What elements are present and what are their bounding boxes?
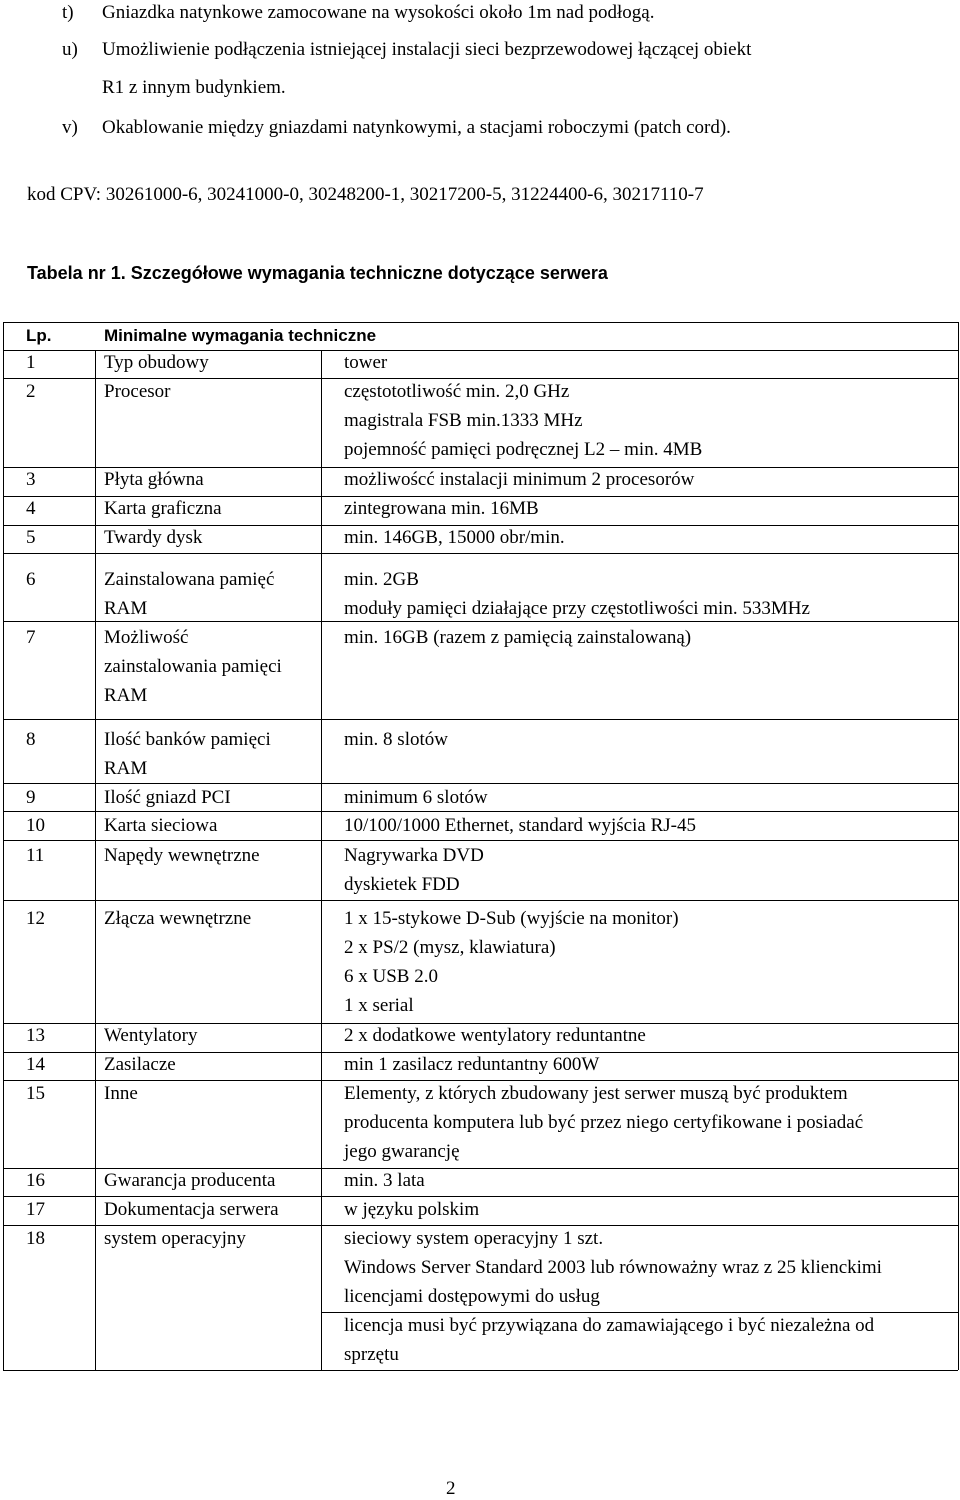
row-requirement: min. 16GB (razem z pamięcią zainstalowaną) (344, 627, 692, 648)
row-number: 5 (26, 527, 36, 548)
row-requirement: jego gwarancję (344, 1141, 460, 1162)
cpv-codes: kod CPV: 30261000-6, 30241000-0, 30248200-1, 30217200-5, 31224400-6, 30217110-7 (27, 184, 704, 205)
row-number: 7 (26, 627, 36, 648)
row-name: Twardy dysk (104, 527, 203, 548)
row-requirement: Windows Server Standard 2003 lub równoważny wraz z 25 klienckimi (344, 1257, 882, 1278)
table-rule (3, 525, 958, 526)
row-name: RAM (104, 598, 148, 619)
table-rule (321, 1312, 958, 1313)
row-requirement: min. 8 slotów (344, 729, 448, 750)
row-number: 8 (26, 729, 36, 750)
row-name: Zainstalowana pamięć (104, 569, 275, 590)
row-requirement: 1 x 15-stykowe D-Sub (wyjście na monitor) (344, 908, 679, 929)
row-requirement: dyskietek FDD (344, 874, 460, 895)
table-rule (3, 719, 958, 720)
row-name: system operacyjny (104, 1228, 246, 1249)
table-rule (3, 1023, 958, 1024)
table-rule (3, 350, 958, 351)
row-name: Karta sieciowa (104, 815, 218, 836)
row-number: 4 (26, 498, 36, 519)
row-number: 10 (26, 815, 45, 836)
row-name: Procesor (104, 381, 171, 402)
row-requirement: min. 146GB, 15000 obr/min. (344, 527, 565, 548)
list-item-v: Okablowanie między gniazdami natynkowymi, a stacjami roboczymi (patch cord). (102, 117, 731, 138)
table-rule (3, 496, 958, 497)
row-name: Płyta główna (104, 469, 204, 490)
table-rule (3, 467, 958, 468)
row-requirement: magistrala FSB min.1333 MHz (344, 410, 583, 431)
table-rule (3, 900, 958, 901)
row-number: 12 (26, 908, 45, 929)
row-requirement: licencja musi być przywiązana do zamawiającego i być niezależna od (344, 1315, 875, 1336)
row-requirement: tower (344, 352, 388, 373)
table-rule (321, 350, 322, 1370)
header-title: Minimalne wymagania techniczne (104, 326, 377, 345)
row-requirement: minimum 6 slotów (344, 787, 488, 808)
row-requirement: producenta komputera lub być przez niego certyfikowane i posiadać (344, 1112, 864, 1133)
row-requirement: możliwoścć instalacji minimum 2 procesorów (344, 469, 695, 490)
row-name: Ilość gniazd PCI (104, 787, 231, 808)
row-name: RAM (104, 758, 148, 779)
row-number: 6 (26, 569, 36, 590)
row-requirement: min 1 zasilacz reduntantny 600W (344, 1054, 600, 1075)
table-caption: Tabela nr 1. Szczegółowe wymagania techniczne dotyczące serwera (27, 263, 608, 283)
row-requirement: sprzętu (344, 1344, 399, 1365)
row-name: zainstalowania pamięci (104, 656, 282, 677)
row-number: 14 (26, 1054, 45, 1075)
row-requirement: min. 3 lata (344, 1170, 425, 1191)
table-rule (95, 350, 96, 1370)
table-rule (3, 811, 958, 812)
row-name: Ilość banków pamięci (104, 729, 271, 750)
row-name: Gwarancja producenta (104, 1170, 276, 1191)
row-number: 16 (26, 1170, 45, 1191)
table-rule (958, 322, 959, 1370)
row-number: 18 (26, 1228, 45, 1249)
table-rule (3, 322, 4, 1370)
table-rule (3, 840, 958, 841)
row-requirement: pojemność pamięci podręcznej L2 – min. 4MB (344, 439, 703, 460)
row-number: 3 (26, 469, 36, 490)
table-rule (3, 621, 958, 622)
list-marker-u: u) (62, 39, 78, 60)
table-rule (3, 1080, 958, 1081)
row-name: Możliwość (104, 627, 189, 648)
row-name: Inne (104, 1083, 138, 1104)
row-name: RAM (104, 685, 148, 706)
row-requirement: min. 2GB (344, 569, 419, 590)
header-lp: Lp. (26, 326, 52, 345)
row-number: 9 (26, 787, 36, 808)
list-item-t: Gniazdka natynkowe zamocowane na wysokości około 1m nad podłogą. (102, 2, 655, 23)
table-rule (3, 1168, 958, 1169)
row-requirement: częstototliwość min. 2,0 GHz (344, 381, 570, 402)
row-number: 13 (26, 1025, 45, 1046)
list-item-u: Umożliwienie podłączenia istniejącej instalacji sieci bezprzewodowej łączącej obiekt (102, 39, 752, 60)
row-number: 17 (26, 1199, 45, 1220)
row-requirement: Nagrywarka DVD (344, 845, 484, 866)
row-requirement: w języku polskim (344, 1199, 480, 1220)
row-requirement: zintegrowana min. 16MB (344, 498, 539, 519)
row-requirement: moduły pamięci działające przy częstotliwości min. 533MHz (344, 598, 810, 619)
table-rule (3, 1052, 958, 1053)
row-name: Dokumentacja serwera (104, 1199, 279, 1220)
row-requirement: 10/100/1000 Ethernet, standard wyjścia RJ-45 (344, 815, 696, 836)
table-rule (3, 1225, 958, 1226)
row-name: Napędy wewnętrzne (104, 845, 260, 866)
row-name: Typ obudowy (104, 352, 209, 373)
row-name: Karta graficzna (104, 498, 222, 519)
table-rule (3, 1370, 958, 1371)
page-number: 2 (446, 1478, 456, 1499)
list-marker-v: v) (62, 117, 78, 138)
row-number: 1 (26, 352, 36, 373)
list-marker-t: t) (62, 2, 74, 23)
row-requirement: 2 x PS/2 (mysz, klawiatura) (344, 937, 556, 958)
row-requirement: 6 x USB 2.0 (344, 966, 438, 987)
row-number: 11 (26, 845, 45, 866)
row-requirement: 2 x dodatkowe wentylatory reduntantne (344, 1025, 646, 1046)
row-requirement: Elementy, z których zbudowany jest serwer muszą być produktem (344, 1083, 848, 1104)
table-rule (3, 553, 958, 554)
table-rule (3, 783, 958, 784)
row-requirement: licencjami dostępowymi do usług (344, 1286, 600, 1307)
table-rule (3, 322, 958, 323)
list-item-u-continued: R1 z innym budynkiem. (102, 77, 286, 98)
row-name: Wentylatory (104, 1025, 198, 1046)
row-name: Złącza wewnętrzne (104, 908, 252, 929)
row-requirement: sieciowy system operacyjny 1 szt. (344, 1228, 604, 1249)
row-requirement: 1 x serial (344, 995, 414, 1016)
row-number: 2 (26, 381, 36, 402)
row-name: Zasilacze (104, 1054, 176, 1075)
table-rule (3, 378, 958, 379)
row-number: 15 (26, 1083, 45, 1104)
table-rule (3, 1196, 958, 1197)
